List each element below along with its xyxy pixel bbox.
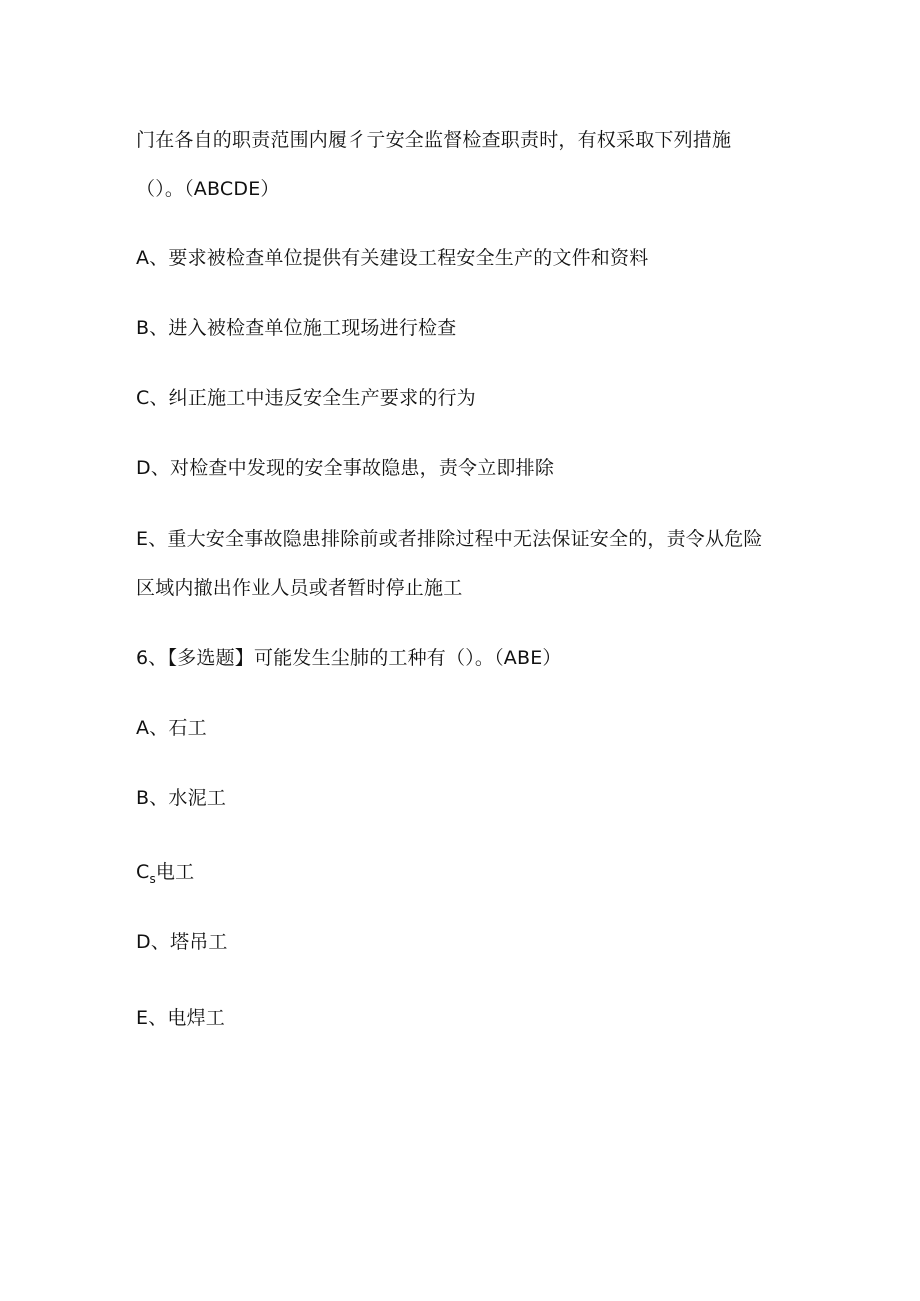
question-5-option-a: A、要求被检查单位提供有关建设工程安全生产的文件和资料 (136, 247, 649, 269)
question-6-option-b: B、水泥工 (136, 787, 227, 809)
question-5-stem-line-1: 门在各自的职责范围内履彳亍安全监督检查职责时，有权采取下列措施 (136, 129, 732, 151)
question-5-stem-line-2: （）。（ABCDE） (136, 178, 280, 200)
question-6-option-d: D、塔吊工 (136, 931, 228, 953)
option-c-text: 电工 (155, 861, 195, 883)
question-5-option-c: C、纠正施工中违反安全生产要求的行为 (136, 387, 476, 409)
question-5-option-e-line-2: 区域内撤出作业人员或者暂时停止施工 (136, 577, 463, 599)
question-6-stem: 6、【多选题】可能发生尘肺的工种有（）。（ABE） (136, 647, 562, 669)
option-c-subscript: s (149, 872, 156, 886)
question-5-option-b: B、进入被检查单位施工现场进行检查 (136, 317, 457, 339)
option-c-letter: C (136, 861, 150, 883)
question-6-option-c (136, 860, 796, 891)
question-6-option-a: A、石工 (136, 717, 207, 739)
question-6-option-e: E、电焊工 (136, 1007, 226, 1029)
question-5-option-d: D、对检查中发现的安全事故隐患，责令立即排除 (136, 457, 555, 479)
question-5-option-e-line-1: E、重大安全事故隐患排除前或者排除过程中无法保证安全的，责令从危险 (136, 528, 763, 550)
